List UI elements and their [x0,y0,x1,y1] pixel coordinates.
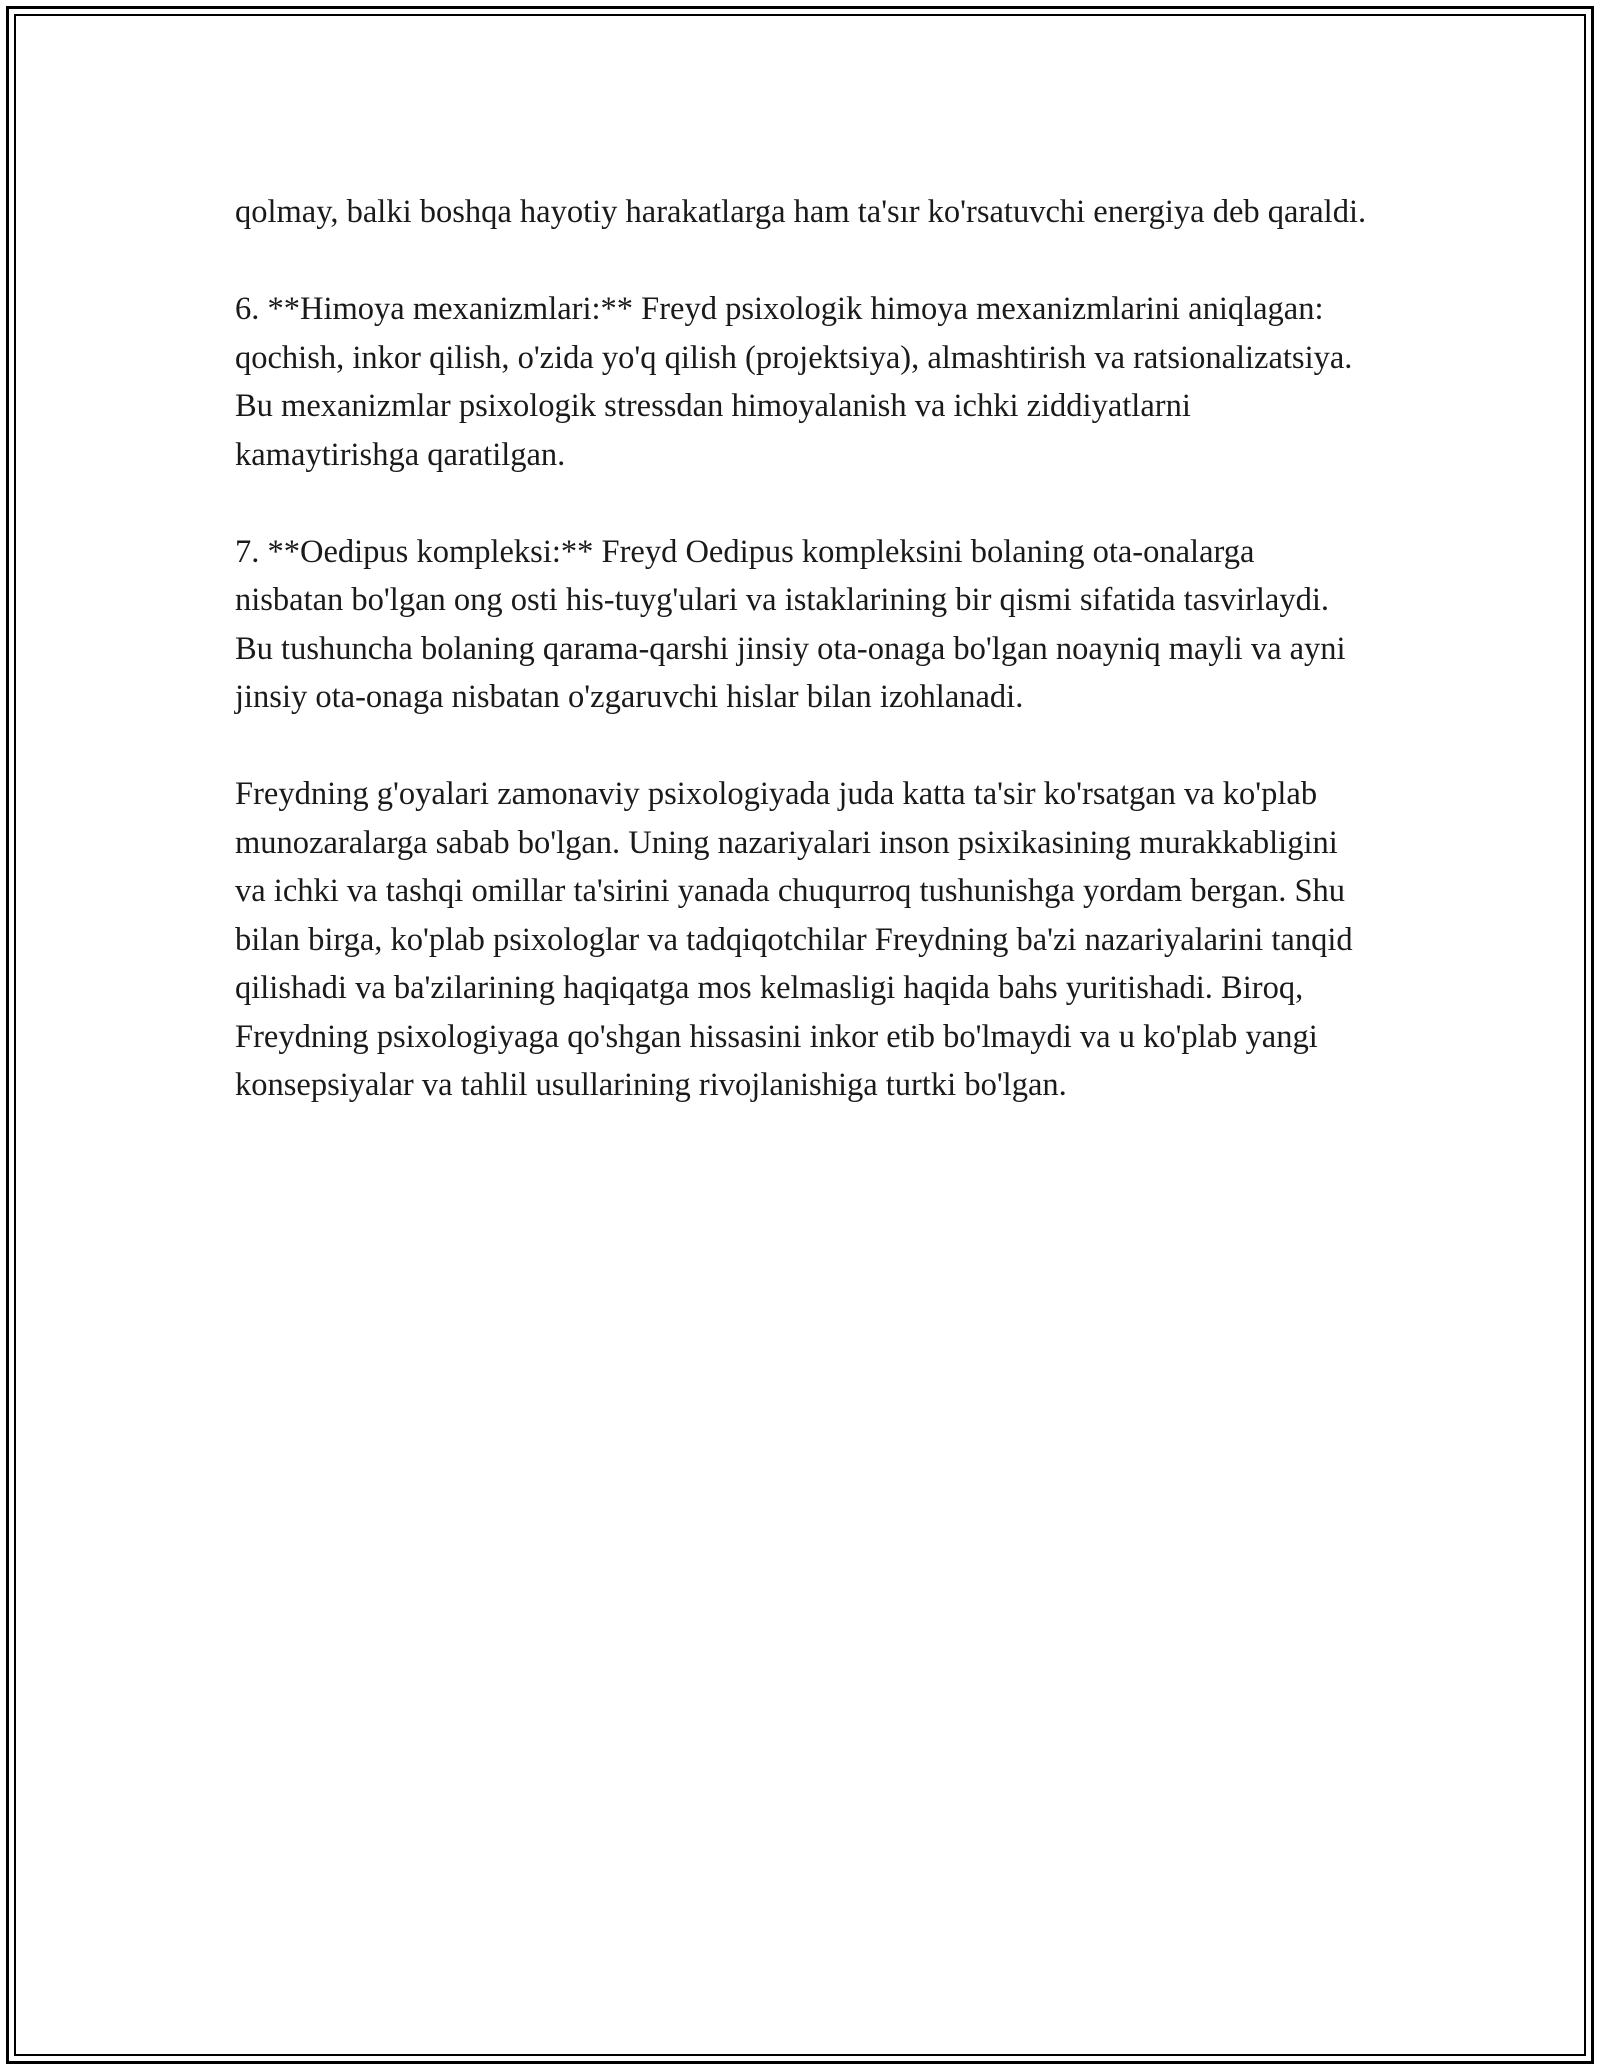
document-body [235,188,1370,1158]
paragraph-defense-mechanisms: 6. **Himoya mexanizmlari:** Freyd psixologik himoya mexanizmlarini aniqlagan: qochish, inkor qilish, o'zida yo'q qilish (projektsiya), almashtirish va ratsionalizatsiya. Bu mexanizmlar psixologik stressdan himoyalanish va ichki ziddiyatlarni kamaytirishga qaratilgan. [235,291,1353,473]
paragraph-energy-continuation: qolmay, balki boshqa hayotiy harakatlarga ham ta'sır ko'rsatuvchi energiya deb qaraldi. [235,194,1367,230]
paragraph-oedipus-complex: 7. **Oedipus kompleksi:** Freyd Oedipus kompleksini bolaning ota-onalarga nisbatan bo'lgan ong osti his-tuyg'ulari va istaklarining bir qismi sifatida tasvirlaydi. Bu tushuncha bolaning qarama-qarshi jinsiy ota-onaga bo'lgan noayniq mayli va ayni jinsiy ota-onaga nisbatan o'zgaruvchi hislar bilan izohlanadi. [235,533,1346,715]
paragraph-conclusion: Freydning g'oyalari zamonaviy psixologiyada juda katta ta'sir ko'rsatgan va ko'plab munozaralarga sabab bo'lgan. Uning nazariyalari inson psixikasining murakkabligini va ichki va tashqi omillar ta'sirini yanada chuqurroq tushunishga yordam bergan. Shu bilan birga, ko'plab psixologlar va tadqiqotchilar Freydning ba'zi nazariyalarini tanqid qilishadi va ba'zilarining haqiqatga mos kelmasligi haqida bahs yuritishadi. Biroq, Freydning psixologiyaga qo'shgan hissasini inkor etib bo'lmaydi va u ko'plab yangi konsepsiyalar va tahlil usullarining rivojlanishiga turtki bo'lgan. [235,776,1353,1103]
